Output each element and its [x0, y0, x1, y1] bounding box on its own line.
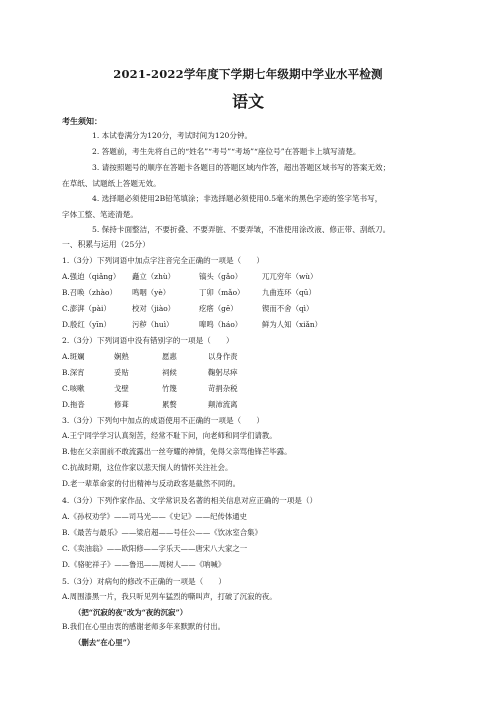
q2-row-a: A.斑斓 娴熟 愿惠 以身作责 [62, 352, 238, 361]
q1-row-b: B.召唤（zhào） 鸣咽（yè） 丁卯（mǎo） 九曲连环（qū） [62, 288, 316, 297]
q5-option-a-fix: （把“沉寂的夜”改为“夜的沉寂”） [74, 608, 188, 617]
section-heading: 一、积累与运用（25分） [62, 240, 150, 249]
q2-row-d: D.拖沓 修葺 累赘 颠沛流离 [62, 400, 238, 409]
q2-row-c: C.咳嗽 戈壁 竹篾 苛捐杂税 [62, 384, 238, 393]
q1-stem: 1.（3分）下列词语中加点字注音完全正确的一项是（ ） [62, 256, 264, 265]
q5-option-b-fix: （删去“在心里”） [74, 638, 135, 647]
notice-heading: 考生须知： [62, 116, 102, 126]
q3-stem: 3.（3分）下列句中加点的成语使用不正确的一项是（ ） [62, 416, 264, 425]
notice-item-2: 2. 答题前，考生先将自己的“姓名”“考号”“考场”“座位号”在答题卡上填写清楚。 [92, 147, 361, 156]
q4-option-b: B.《最苦与最乐》——梁启超——号任公——《饮冰室合集》 [62, 528, 262, 537]
q1-row-c: C.澎湃（pài） 校对（jiào） 疙瘩（gē） 锲而不舍（qì） [62, 304, 314, 313]
q4-stem: 4.（3分）下列作家作品、文学常识及名著的相关信息对应正确的一项是（） [62, 496, 318, 505]
q5-option-a: A.周围漆黑一片，我只听见列车猛烈的嘶叫声，打破了沉寂的夜。 [62, 592, 277, 601]
q5-stem: 5.（3分）对病句的修改不正确的一项是（ ） [62, 577, 226, 586]
q3-option-c: C.抗战时期，这位作家以悲天悯人的情怀关注社会。 [62, 463, 233, 472]
q4-option-a: A.《孙权劝学》——司马光——《史记》——纪传体通史 [62, 512, 248, 521]
notice-item-3: 3. 请按照题号的顺序在答题卡各题目的答题区域内作答，超出答题区域书写的答案无效； 在草纸、试题纸上答题无效。 [62, 163, 391, 188]
q1-row-a: A.强迫（qiǎng） 矗立（zhù） 镐头（gǎo） 兀兀穷年（wù） [62, 272, 318, 281]
q3-option-a: A.王宁同学学习认真刻苦，经常不耻下问，向老师和同学们请教。 [62, 431, 277, 440]
q1-row-d: D.殷红（yīn） 污秽（huì） 嗥鸣（háo） 鲜为人知（xiǎn） [62, 320, 323, 329]
notice-item-4: 4. 选择题必须使用2B铅笔填涂；非选择题必须使用0.5毫米的黑色字迹的签字笔书写， 字体工整、笔迹清楚。 [62, 194, 383, 219]
subject-title: 语文 [231, 92, 264, 111]
q2-row-b: B.深宵 妥贴 祠候 鞠躬尽瘁 [62, 368, 238, 377]
q4-option-c: C.《卖油翁》——欧阳修——字乐天——唐宋八大家之一 [62, 544, 248, 553]
q5-option-b: B.我们在心里由衷的感谢老师多年来默默的付出。 [62, 622, 225, 631]
q3-option-b: B.他在父亲面前不敢流露出一丝夸耀的神情，免得父亲骂他锋芒毕露。 [62, 447, 292, 456]
notice-item-5: 5. 保持卡面整洁，不要折叠、不要弄脏、不要弄皱，不准使用涂改液、修正带、刮纸刀。 [92, 225, 391, 234]
q4-option-d: D.《骆驼祥子》——鲁迅——周树人——《呐喊》 [62, 560, 226, 569]
q3-option-d: D.老一辈革命家的付出精神与反动政客是截然不同的。 [62, 479, 240, 488]
notice-item-1: 1. 本试卷满分为120分，考试时间为120分钟。 [92, 131, 253, 140]
q2-stem: 2.（3分）下列词语中没有错别字的一项是（ ） [62, 336, 234, 345]
exam-title: 2021-2022学年度下学期七年级期中学业水平检测 [113, 67, 383, 81]
